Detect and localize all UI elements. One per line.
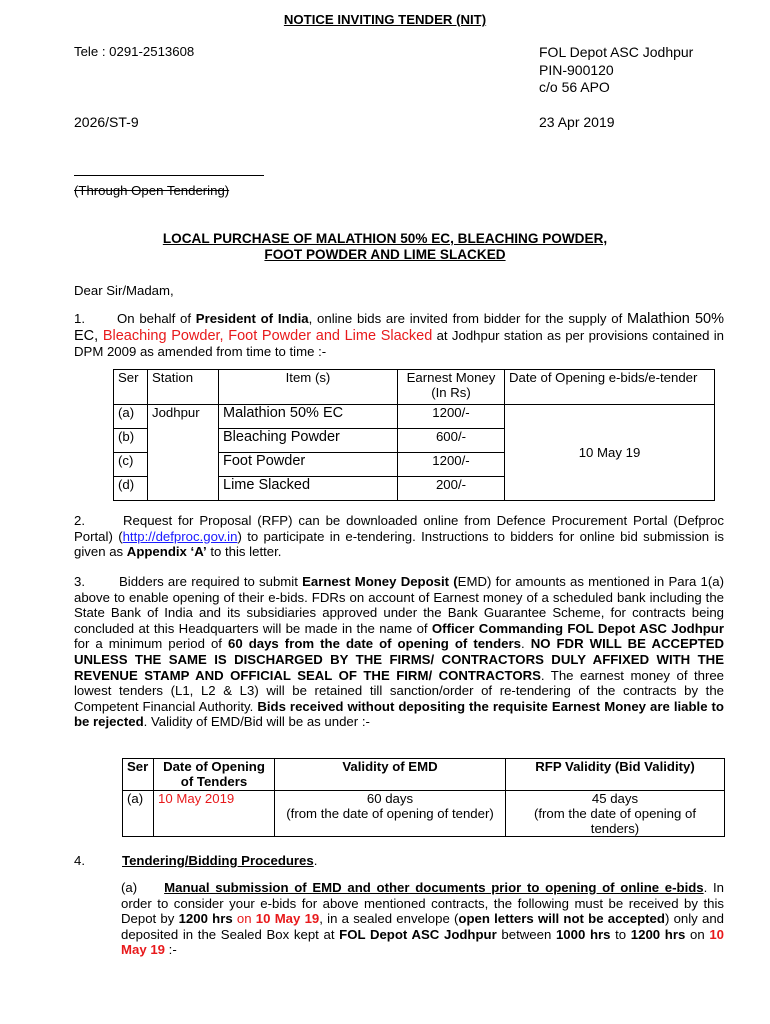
text-bold: FOL Depot ASC Jodhpur xyxy=(339,926,497,942)
text-bold: Bids received without depositing the requisite Earnest Money are liable to be rejected xyxy=(74,698,724,730)
address-line-1: FOL Depot ASC Jodhpur xyxy=(539,44,694,60)
text: . xyxy=(313,853,318,868)
text: :- xyxy=(165,942,177,958)
para-number: 3. xyxy=(74,574,85,589)
header-ser: Ser xyxy=(123,759,154,791)
text-red: Bleaching Powder, Foot Powder and Lime Slacked xyxy=(102,327,433,344)
subject xyxy=(0,231,770,263)
paragraph-2 xyxy=(74,513,724,560)
cell-rfp-validity xyxy=(506,791,725,837)
cell-item: Lime Slacked xyxy=(219,477,398,501)
header-station: Station xyxy=(148,370,219,405)
cell-emd: 1200/- xyxy=(398,453,505,477)
header-ser: Ser xyxy=(114,370,148,405)
text-bold: NO FDR WILL BE ACCEPTED UNLESS THE SAME IS DISCHARGED BY THE FIRMS/ CONTRACTORS DULY AFFIXED WITH THE REVENUE STAMP AND OFFICIAL SEAL OF THE FIRM/ CONTRACTORS xyxy=(74,636,725,683)
text-bold: 1200 hrs xyxy=(178,911,233,927)
text-bold: 1000 hrs xyxy=(555,926,611,942)
table-row xyxy=(114,405,715,429)
text: Bidders are required to submit xyxy=(119,574,303,589)
text: for a minimum period of xyxy=(74,636,229,652)
para-number: 4. xyxy=(74,853,85,868)
paragraph-4a xyxy=(121,880,724,958)
text: ) only and deposited in the Sealed Box kept at xyxy=(121,911,724,942)
cell-emd: 600/- xyxy=(398,429,505,453)
cell-item: Foot Powder xyxy=(219,453,398,477)
text: on xyxy=(685,926,710,942)
section-heading: Tendering/Bidding Procedures xyxy=(122,853,314,868)
defproc-link[interactable]: http://defproc.gov.in xyxy=(122,528,238,544)
cell-ser: (a) xyxy=(114,405,148,429)
text: . In order to consider your e-bids for above mentioned contracts, the following must be received by this Depot by xyxy=(121,880,724,927)
sender-address xyxy=(539,44,693,97)
text: , in a sealed envelope ( xyxy=(319,911,459,927)
text-red: on xyxy=(232,911,256,927)
document-title: NOTICE INVITING TENDER (NIT) xyxy=(283,12,487,27)
text-bold: 1200 hrs xyxy=(630,926,686,942)
validity-table xyxy=(122,758,725,837)
text: On behalf of xyxy=(117,311,196,326)
text: to this letter. xyxy=(206,544,282,560)
para-number: 2. xyxy=(74,513,85,528)
paragraph-4 xyxy=(74,853,317,868)
items-table xyxy=(113,369,715,501)
paragraph-1 xyxy=(74,311,724,360)
text: between xyxy=(496,926,556,942)
subject-line-2: FOOT POWDER AND LIME SLACKED xyxy=(264,247,506,262)
cell-emd: 200/- xyxy=(398,477,505,501)
text: at Jodhpur station as per provisions contained in DPM 2009 as amended from time to time :- xyxy=(74,327,725,360)
subject-line-1: LOCAL PURCHASE OF MALATHION 50% EC, BLEACHING POWDER, xyxy=(162,231,608,246)
header-emd-validity: Validity of EMD xyxy=(275,759,506,791)
text: . Validity of EMD/Bid will be as under :- xyxy=(143,714,370,730)
text-red-bold: 10 May 19 xyxy=(255,911,320,927)
text-red-bold: 10 May 19 xyxy=(121,926,724,958)
text: to xyxy=(610,926,631,942)
emd-note: (from the date of opening of tender) xyxy=(286,806,494,821)
text-bold: Officer Commanding FOL Depot ASC Jodhpur xyxy=(431,620,724,636)
rfp-days: 45 days xyxy=(591,791,639,806)
cell-emd-validity xyxy=(275,791,506,837)
address-line-2: PIN-900120 xyxy=(539,61,614,78)
cell-ser: (c) xyxy=(114,453,148,477)
text: EMD) for amounts as mentioned in Para 1(a) above to enable opening of their e-bids. FDRs on account of Earnest money of a scheduled bank including the State Bank of India and its subsidiaries approved under the Bank Guarantee Scheme, for contracts being concluded at this Headquarters will be made in the name of xyxy=(74,574,724,636)
cell-emd: 1200/- xyxy=(398,405,505,429)
header-earnest-money: Earnest Money (In Rs) xyxy=(398,370,505,405)
telephone: Tele : 0291-2513608 xyxy=(74,44,195,59)
text-bold: Appendix ‘A’ xyxy=(126,544,207,560)
reference-number: 2026/ST-9 xyxy=(74,114,139,130)
salutation: Dear Sir/Madam, xyxy=(74,283,174,298)
cell-ser: (d) xyxy=(114,477,148,501)
text: , online bids are invited from bidder for the supply of xyxy=(308,311,627,326)
cell-ser: (a) xyxy=(123,791,154,837)
header-rfp-validity: RFP Validity (Bid Validity) xyxy=(506,759,725,791)
header-opening-date: Date of Opening of Tenders xyxy=(154,759,275,791)
text: . The earnest money of three lowest tenders (L1, L2 & L3) will be retained till sanction/order of re-tendering of the contracts by the Competent Financial Authority. xyxy=(74,667,725,714)
header-opening-date: Date of Opening e-bids/e-tender xyxy=(505,370,715,405)
cell-station: Jodhpur xyxy=(148,405,219,501)
rfp-note: (from the date of opening of tenders) xyxy=(533,806,697,836)
letter-date: 23 Apr 2019 xyxy=(539,114,615,130)
tender-mode: (Through Open Tendering) xyxy=(74,183,230,198)
text-bold: Manual submission of EMD and other documents prior to opening of online e-bids xyxy=(164,880,704,895)
para-number: 1. xyxy=(74,311,85,326)
text: Malathion 50% EC, xyxy=(74,311,724,344)
text: Request for Proposal (RFP) can be downloaded online from Defence Procurement Portal (Defproc Portal) ( xyxy=(74,513,724,544)
text-bold: Earnest Money Deposit ( xyxy=(302,574,458,589)
para-number: (a) xyxy=(121,880,138,895)
emd-days: 60 days xyxy=(366,791,414,806)
text-bold: 60 days from the date of opening of tenders xyxy=(228,636,521,652)
cell-opening-date: 10 May 19 xyxy=(505,405,715,501)
cell-item: Malathion 50% EC xyxy=(219,405,398,429)
cell-item: Bleaching Powder xyxy=(219,429,398,453)
table-row xyxy=(123,791,725,837)
text-bold: open letters will not be accepted xyxy=(458,911,665,927)
text: ) to participate in e-tendering. Instructions to bidders for online bid submission is given as xyxy=(74,528,724,560)
cell-opening-date: 10 May 2019 xyxy=(154,791,275,837)
text: . xyxy=(520,636,531,652)
header-item: Item (s) xyxy=(219,370,398,405)
address-rule xyxy=(74,175,264,176)
text-bold: President of India xyxy=(195,311,309,326)
paragraph-3 xyxy=(74,574,724,730)
address-line-3: c/o 56 APO xyxy=(539,79,610,95)
cell-ser: (b) xyxy=(114,429,148,453)
